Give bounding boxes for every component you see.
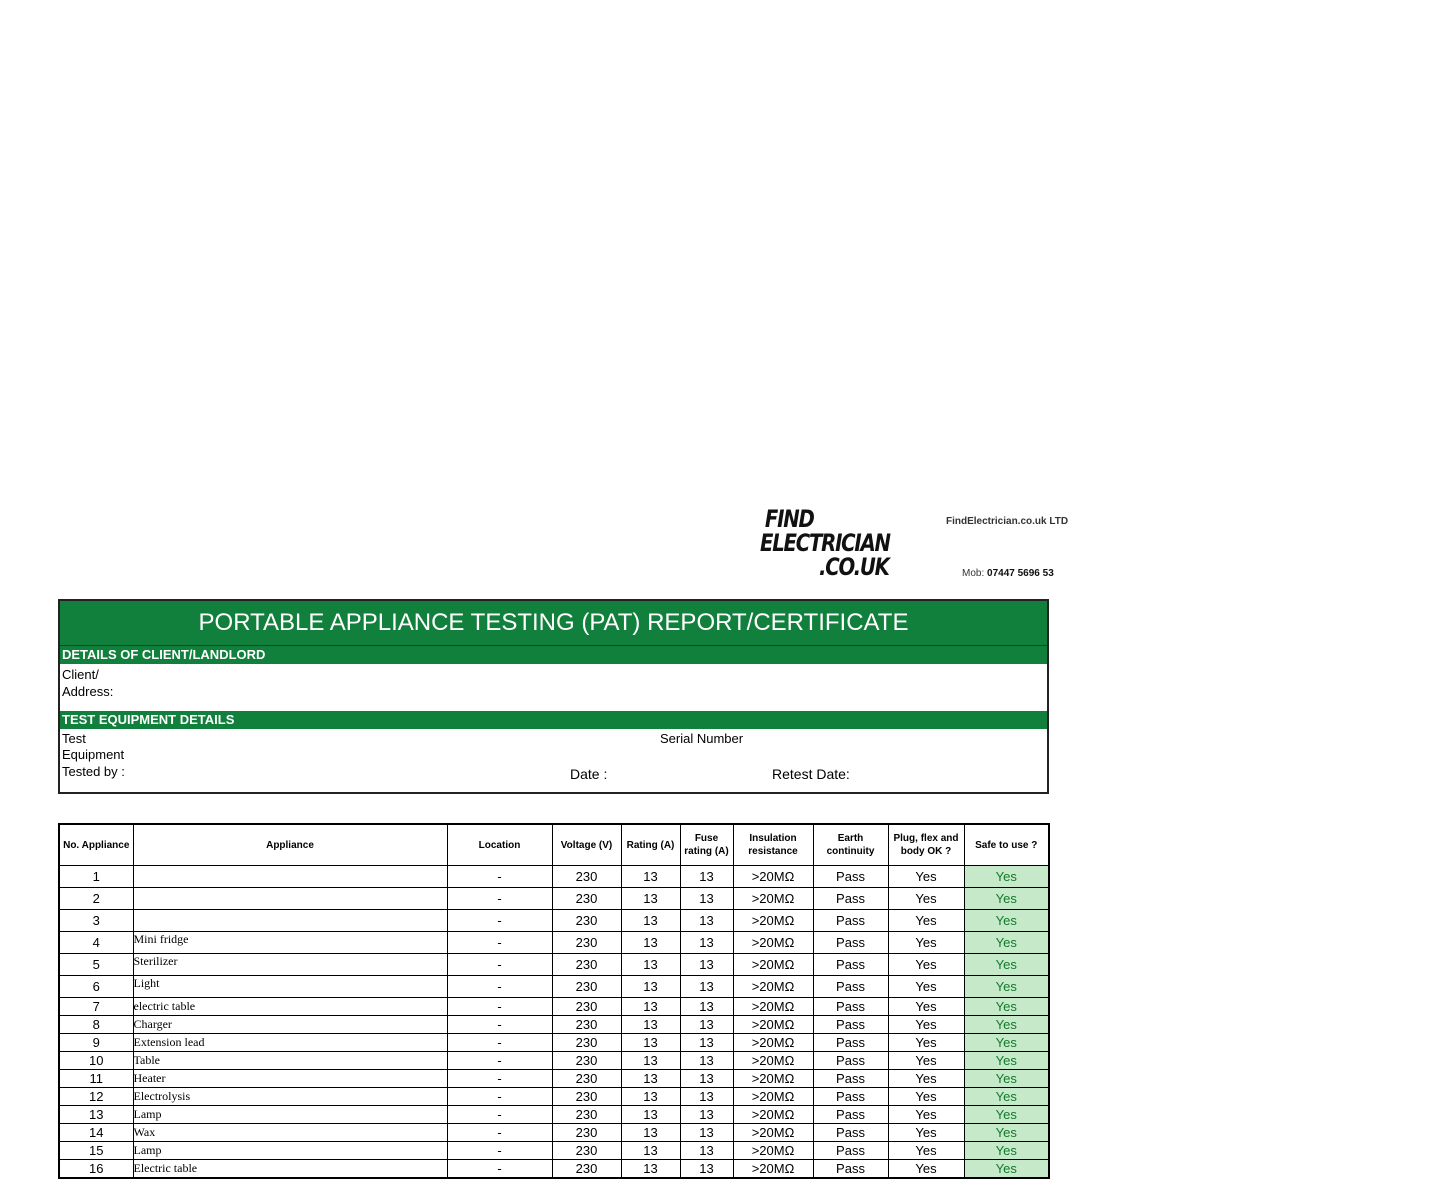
cell-rating: 13	[621, 1088, 680, 1106]
cell-safe: Yes	[964, 1160, 1049, 1179]
cell-rating: 13	[621, 1124, 680, 1142]
cell-no: 1	[59, 866, 133, 888]
cell-fuse: 13	[680, 932, 733, 954]
table-row	[59, 1070, 1049, 1088]
cell-location: -	[447, 888, 552, 910]
cell-rating: 13	[621, 932, 680, 954]
cell-safe: Yes	[964, 888, 1049, 910]
cell-fuse: 13	[680, 1160, 733, 1179]
cell-insulation: >20MΩ	[733, 1142, 813, 1160]
cell-safe: Yes	[964, 954, 1049, 976]
cell-insulation: >20MΩ	[733, 888, 813, 910]
cell-plug: Yes	[888, 954, 964, 976]
cell-appliance: Sterilizer	[133, 954, 447, 976]
client-label: Client/	[62, 667, 99, 682]
cell-location: -	[447, 1088, 552, 1106]
cell-insulation: >20MΩ	[733, 954, 813, 976]
cell-appliance	[133, 866, 447, 888]
cell-plug: Yes	[888, 1052, 964, 1070]
cell-appliance: Light	[133, 976, 447, 998]
logo-line-1: FIND	[764, 505, 814, 533]
cell-insulation: >20MΩ	[733, 1088, 813, 1106]
cell-rating: 13	[621, 1106, 680, 1124]
cell-voltage: 230	[552, 1070, 621, 1088]
header-plug: Plug, flex and body OK ?	[888, 824, 964, 866]
cell-location: -	[447, 976, 552, 998]
cell-voltage: 230	[552, 1034, 621, 1052]
cell-plug: Yes	[888, 910, 964, 932]
company-name: FindElectrician.co.uk LTD	[946, 516, 1069, 527]
cell-voltage: 230	[552, 976, 621, 998]
cell-voltage: 230	[552, 1016, 621, 1034]
cell-no: 3	[59, 910, 133, 932]
cell-voltage: 230	[552, 1106, 621, 1124]
cell-safe: Yes	[964, 866, 1049, 888]
cell-fuse: 13	[680, 866, 733, 888]
cell-plug: Yes	[888, 1070, 964, 1088]
cell-fuse: 13	[680, 1052, 733, 1070]
table-header-row	[59, 824, 1049, 866]
cell-fuse: 13	[680, 1124, 733, 1142]
cell-voltage: 230	[552, 998, 621, 1016]
tested-by-label: Tested by :	[62, 764, 125, 779]
table-row	[59, 932, 1049, 954]
table-row	[59, 1016, 1049, 1034]
cell-voltage: 230	[552, 1052, 621, 1070]
cell-safe: Yes	[964, 1106, 1049, 1124]
cell-earth: Pass	[813, 1052, 888, 1070]
cell-plug: Yes	[888, 1142, 964, 1160]
cell-no: 13	[59, 1106, 133, 1124]
cell-earth: Pass	[813, 1142, 888, 1160]
cell-rating: 13	[621, 976, 680, 998]
cell-earth: Pass	[813, 888, 888, 910]
cell-insulation: >20MΩ	[733, 1106, 813, 1124]
findelectrician-logo	[760, 505, 890, 584]
cell-earth: Pass	[813, 1088, 888, 1106]
cell-plug: Yes	[888, 998, 964, 1016]
table-row	[59, 888, 1049, 910]
cell-no: 15	[59, 1142, 133, 1160]
cell-location: -	[447, 998, 552, 1016]
cell-rating: 13	[621, 1070, 680, 1088]
cell-voltage: 230	[552, 1142, 621, 1160]
cell-insulation: >20MΩ	[733, 1052, 813, 1070]
table-row	[59, 1160, 1049, 1179]
cell-voltage: 230	[552, 888, 621, 910]
cell-insulation: >20MΩ	[733, 1016, 813, 1034]
cell-earth: Pass	[813, 1124, 888, 1142]
cell-earth: Pass	[813, 910, 888, 932]
cell-insulation: >20MΩ	[733, 998, 813, 1016]
cell-fuse: 13	[680, 1034, 733, 1052]
cell-earth: Pass	[813, 866, 888, 888]
cell-fuse: 13	[680, 1088, 733, 1106]
cell-no: 16	[59, 1160, 133, 1179]
cell-appliance	[133, 888, 447, 910]
table-row	[59, 1034, 1049, 1052]
logo-line-2: ELECTRICIAN	[760, 529, 890, 557]
cell-safe: Yes	[964, 998, 1049, 1016]
address-label: Address:	[62, 684, 114, 699]
cell-appliance: Lamp	[133, 1142, 447, 1160]
cell-plug: Yes	[888, 1016, 964, 1034]
logo-line-3: .CO.UK	[819, 553, 889, 581]
cell-safe: Yes	[964, 1070, 1049, 1088]
table-row	[59, 1106, 1049, 1124]
cell-earth: Pass	[813, 1070, 888, 1088]
cell-rating: 13	[621, 1052, 680, 1070]
cell-fuse: 13	[680, 910, 733, 932]
equipment-section-heading: TEST EQUIPMENT DETAILS	[60, 711, 1047, 729]
cell-rating: 13	[621, 1034, 680, 1052]
cell-voltage: 230	[552, 866, 621, 888]
cell-earth: Pass	[813, 932, 888, 954]
serial-number-label: Serial Number	[660, 731, 744, 746]
cell-plug: Yes	[888, 888, 964, 910]
cell-safe: Yes	[964, 1124, 1049, 1142]
cell-location: -	[447, 910, 552, 932]
cell-safe: Yes	[964, 976, 1049, 998]
cell-appliance: Extension lead	[133, 1034, 447, 1052]
table-row	[59, 954, 1049, 976]
appliance-table	[58, 823, 1050, 1179]
cell-insulation: >20MΩ	[733, 1160, 813, 1179]
report-title: PORTABLE APPLIANCE TESTING (PAT) REPORT/CERTIFICATE	[60, 601, 1047, 646]
cell-voltage: 230	[552, 910, 621, 932]
cell-rating: 13	[621, 888, 680, 910]
cell-plug: Yes	[888, 1106, 964, 1124]
header-no: No. Appliance	[59, 824, 133, 866]
cell-rating: 13	[621, 954, 680, 976]
cell-fuse: 13	[680, 976, 733, 998]
table-row	[59, 1088, 1049, 1106]
cell-location: -	[447, 1070, 552, 1088]
cell-no: 12	[59, 1088, 133, 1106]
client-section-heading: DETAILS OF CLIENT/LANDLORD	[60, 646, 1047, 664]
cell-no: 11	[59, 1070, 133, 1088]
cell-earth: Pass	[813, 976, 888, 998]
cell-plug: Yes	[888, 1034, 964, 1052]
cell-safe: Yes	[964, 1034, 1049, 1052]
cell-insulation: >20MΩ	[733, 932, 813, 954]
cell-rating: 13	[621, 1160, 680, 1179]
report-header	[58, 599, 1049, 794]
cell-appliance: Table	[133, 1052, 447, 1070]
cell-earth: Pass	[813, 1106, 888, 1124]
cell-safe: Yes	[964, 1088, 1049, 1106]
cell-location: -	[447, 1160, 552, 1179]
cell-appliance: Electric table	[133, 1160, 447, 1179]
cell-appliance	[133, 910, 447, 932]
cell-voltage: 230	[552, 1160, 621, 1179]
table-row	[59, 866, 1049, 888]
cell-fuse: 13	[680, 1142, 733, 1160]
cell-rating: 13	[621, 866, 680, 888]
cell-no: 9	[59, 1034, 133, 1052]
cell-location: -	[447, 1106, 552, 1124]
cell-fuse: 13	[680, 1070, 733, 1088]
cell-insulation: >20MΩ	[733, 1124, 813, 1142]
cell-voltage: 230	[552, 1088, 621, 1106]
cell-earth: Pass	[813, 1034, 888, 1052]
table-row	[59, 1142, 1049, 1160]
cell-voltage: 230	[552, 1124, 621, 1142]
mob-label: Mob:	[962, 568, 985, 579]
cell-fuse: 13	[680, 888, 733, 910]
header-insulation: Insulation resistance	[733, 824, 813, 866]
test-equipment-label-2: Equipment	[62, 747, 125, 762]
cell-voltage: 230	[552, 932, 621, 954]
cell-plug: Yes	[888, 976, 964, 998]
cell-appliance: electric table	[133, 998, 447, 1016]
cell-safe: Yes	[964, 1142, 1049, 1160]
header-safe: Safe to use ?	[964, 824, 1049, 866]
cell-location: -	[447, 1052, 552, 1070]
cell-location: -	[447, 1034, 552, 1052]
date-label: Date :	[570, 766, 608, 782]
cell-insulation: >20MΩ	[733, 1034, 813, 1052]
test-equipment-label: Test	[62, 731, 86, 746]
cell-appliance: Wax	[133, 1124, 447, 1142]
cell-no: 7	[59, 998, 133, 1016]
cell-no: 14	[59, 1124, 133, 1142]
cell-insulation: >20MΩ	[733, 976, 813, 998]
cell-plug: Yes	[888, 932, 964, 954]
cell-earth: Pass	[813, 998, 888, 1016]
cell-location: -	[447, 1142, 552, 1160]
cell-earth: Pass	[813, 1160, 888, 1179]
cell-safe: Yes	[964, 910, 1049, 932]
cell-location: -	[447, 1016, 552, 1034]
cell-insulation: >20MΩ	[733, 1070, 813, 1088]
cell-fuse: 13	[680, 998, 733, 1016]
cell-rating: 13	[621, 998, 680, 1016]
retest-date-label: Retest Date:	[772, 766, 850, 782]
cell-rating: 13	[621, 1016, 680, 1034]
cell-appliance: Heater	[133, 1070, 447, 1088]
cell-fuse: 13	[680, 954, 733, 976]
cell-plug: Yes	[888, 866, 964, 888]
cell-location: -	[447, 932, 552, 954]
cell-safe: Yes	[964, 932, 1049, 954]
cell-no: 5	[59, 954, 133, 976]
cell-appliance: Lamp	[133, 1106, 447, 1124]
cell-appliance: Electrolysis	[133, 1088, 447, 1106]
cell-appliance: Mini fridge	[133, 932, 447, 954]
header-location: Location	[447, 824, 552, 866]
cell-safe: Yes	[964, 1052, 1049, 1070]
cell-no: 8	[59, 1016, 133, 1034]
cell-rating: 13	[621, 1142, 680, 1160]
cell-fuse: 13	[680, 1016, 733, 1034]
table-row	[59, 998, 1049, 1016]
cell-earth: Pass	[813, 1016, 888, 1034]
mob-number: 07447 5696 53	[987, 568, 1054, 579]
cell-insulation: >20MΩ	[733, 866, 813, 888]
cell-appliance: Charger	[133, 1016, 447, 1034]
cell-insulation: >20MΩ	[733, 910, 813, 932]
cell-no: 4	[59, 932, 133, 954]
cell-location: -	[447, 954, 552, 976]
cell-no: 2	[59, 888, 133, 910]
cell-safe: Yes	[964, 1016, 1049, 1034]
cell-location: -	[447, 1124, 552, 1142]
company-mobile	[962, 568, 1054, 579]
table-row	[59, 910, 1049, 932]
cell-plug: Yes	[888, 1124, 964, 1142]
cell-location: -	[447, 866, 552, 888]
cell-earth: Pass	[813, 954, 888, 976]
cell-fuse: 13	[680, 1106, 733, 1124]
table-row	[59, 1052, 1049, 1070]
cell-no: 6	[59, 976, 133, 998]
cell-plug: Yes	[888, 1160, 964, 1179]
header-appliance: Appliance	[133, 824, 447, 866]
table-row	[59, 976, 1049, 998]
header-rating: Rating (A)	[621, 824, 680, 866]
table-row	[59, 1124, 1049, 1142]
cell-no: 10	[59, 1052, 133, 1070]
header-earth: Earth continuity	[813, 824, 888, 866]
cell-rating: 13	[621, 910, 680, 932]
header-voltage: Voltage (V)	[552, 824, 621, 866]
header-fuse: Fuse rating (A)	[680, 824, 733, 866]
cell-plug: Yes	[888, 1088, 964, 1106]
cell-voltage: 230	[552, 954, 621, 976]
